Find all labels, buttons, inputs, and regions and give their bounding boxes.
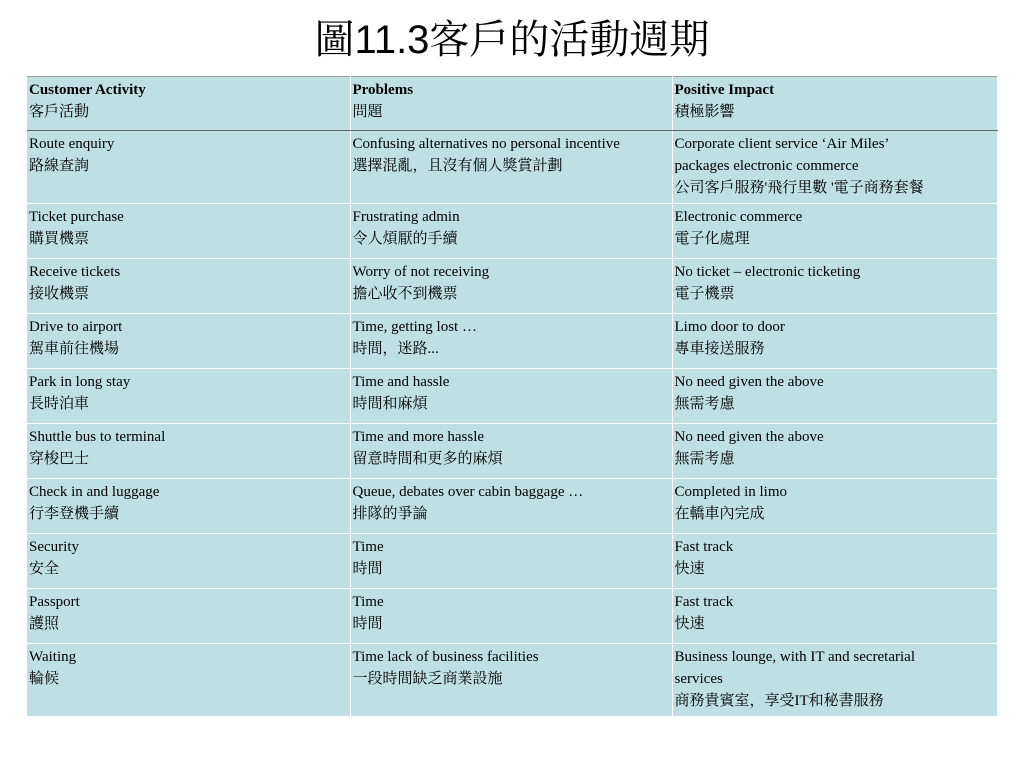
problem-cell bbox=[350, 589, 672, 644]
cell-text-line: Time lack of business facilities bbox=[352, 649, 539, 665]
table-row bbox=[27, 479, 997, 534]
cell-text-line: 路線查詢 bbox=[29, 158, 90, 174]
cell-text-line: 時間 bbox=[352, 616, 383, 632]
impact-cell bbox=[672, 131, 997, 204]
cell-text-line: 護照 bbox=[29, 616, 60, 632]
cell-text-line: Corporate client service ‘Air Miles’ bbox=[674, 136, 890, 152]
cell-text-line: Passport bbox=[29, 594, 80, 610]
cell-text-line: Time bbox=[352, 539, 384, 555]
cell-text-line: Waiting bbox=[29, 649, 77, 665]
problem-cell bbox=[350, 479, 672, 534]
cell-text-line: 時間和麻煩 bbox=[352, 396, 428, 412]
cell-text-line: Completed in limo bbox=[674, 484, 787, 500]
cell-text-line: 排隊的爭論 bbox=[352, 506, 428, 522]
customer-activity-table bbox=[27, 76, 998, 717]
cell-text-line: 快速 bbox=[674, 616, 705, 632]
cell-text-line: No ticket – electronic ticketing bbox=[674, 264, 861, 280]
problem-cell bbox=[350, 369, 672, 424]
table-row bbox=[27, 644, 997, 717]
problem-cell bbox=[350, 314, 672, 369]
cell-text-line: Fast track bbox=[674, 594, 734, 610]
cell-text-line: 穿梭巴士 bbox=[29, 451, 90, 467]
cell-text-line: 一段時間缺乏商業設施 bbox=[352, 671, 503, 687]
table-header-row bbox=[27, 77, 997, 131]
cell-text-line: Check in and luggage bbox=[29, 484, 160, 500]
cell-text-line: Time bbox=[352, 594, 384, 610]
cell-text-line: Receive tickets bbox=[29, 264, 121, 280]
problem-cell bbox=[350, 204, 672, 259]
cell-text-line: services bbox=[674, 671, 723, 687]
cell-text-line: Route enquiry bbox=[29, 136, 115, 152]
activity-cell bbox=[27, 589, 350, 644]
impact-cell bbox=[672, 479, 997, 534]
cell-text-line: 長時泊車 bbox=[29, 396, 90, 412]
impact-cell bbox=[672, 314, 997, 369]
cell-text-line: 電子機票 bbox=[674, 286, 735, 302]
table-row bbox=[27, 259, 997, 314]
cell-text-line: Worry of not receiving bbox=[352, 264, 490, 280]
impact-cell bbox=[672, 204, 997, 259]
activity-cell bbox=[27, 369, 350, 424]
impact-cell bbox=[672, 369, 997, 424]
cell-text-line: 輪候 bbox=[29, 671, 60, 687]
cell-text-line: 無需考慮 bbox=[674, 451, 735, 467]
cell-text-line: Limo door to door bbox=[674, 319, 785, 335]
cell-text-line: packages electronic commerce bbox=[674, 158, 859, 174]
cell-text-line: Shuttle bus to terminal bbox=[29, 429, 166, 445]
header-label-zh: 問題 bbox=[352, 104, 383, 120]
cell-text-line: Time and hassle bbox=[352, 374, 450, 390]
cell-text-line: No need given the above bbox=[674, 429, 824, 445]
header-cell-positive-impact bbox=[672, 77, 997, 131]
problem-cell bbox=[350, 534, 672, 589]
header-label-en: Customer Activity bbox=[29, 82, 146, 98]
activity-cell bbox=[27, 534, 350, 589]
cell-text-line: Frustrating admin bbox=[352, 209, 460, 225]
cell-text-line: 選擇混亂，且沒有個人獎賞計劃 bbox=[352, 158, 563, 174]
table-row bbox=[27, 424, 997, 479]
table-row bbox=[27, 131, 997, 204]
impact-cell bbox=[672, 424, 997, 479]
cell-text-line: Confusing alternatives no personal incentive bbox=[352, 136, 620, 152]
activity-cell bbox=[27, 644, 350, 717]
cell-text-line: 接收機票 bbox=[29, 286, 90, 302]
cell-text-line: 商務貴賓室，享受IT和秘書服務 bbox=[674, 693, 884, 709]
cell-text-line: Queue, debates over cabin baggage … bbox=[352, 484, 584, 500]
cell-text-line: Time, getting lost … bbox=[352, 319, 477, 335]
activity-cell bbox=[27, 314, 350, 369]
cell-text-line: 購買機票 bbox=[29, 231, 90, 247]
problem-cell bbox=[350, 424, 672, 479]
cell-text-line: 專車接送服務 bbox=[674, 341, 765, 357]
header-cell-customer-activity bbox=[27, 77, 350, 131]
cell-text-line: 在轎車內完成 bbox=[674, 506, 765, 522]
cell-text-line: 行李登機手續 bbox=[29, 506, 120, 522]
activity-cell bbox=[27, 424, 350, 479]
header-label-en: Problems bbox=[352, 82, 414, 98]
header-label-zh: 積極影響 bbox=[674, 104, 735, 120]
table-row bbox=[27, 314, 997, 369]
cell-text-line: 時間 bbox=[352, 561, 383, 577]
cell-text-line: Electronic commerce bbox=[674, 209, 803, 225]
problem-cell bbox=[350, 131, 672, 204]
impact-cell bbox=[672, 589, 997, 644]
activity-cell bbox=[27, 131, 350, 204]
problem-cell bbox=[350, 259, 672, 314]
cell-text-line: Security bbox=[29, 539, 79, 555]
header-label-en: Positive Impact bbox=[674, 82, 775, 98]
cell-text-line: 電子化處理 bbox=[674, 231, 750, 247]
impact-cell bbox=[672, 534, 997, 589]
cell-text-line: 令人煩厭的手續 bbox=[352, 231, 458, 247]
cell-text-line: Ticket purchase bbox=[29, 209, 124, 225]
header-label-zh: 客戶活動 bbox=[29, 104, 90, 120]
cell-text-line: 駕車前往機場 bbox=[29, 341, 120, 357]
cell-text-line: 安全 bbox=[29, 561, 60, 577]
cell-text-line: 無需考慮 bbox=[674, 396, 735, 412]
table-row bbox=[27, 369, 997, 424]
cell-text-line: Business lounge, with IT and secretarial bbox=[674, 649, 915, 665]
cell-text-line: Drive to airport bbox=[29, 319, 123, 335]
problem-cell bbox=[350, 644, 672, 717]
cell-text-line: Park in long stay bbox=[29, 374, 131, 390]
impact-cell bbox=[672, 259, 997, 314]
customer-activity-table-container bbox=[27, 76, 997, 717]
table-body bbox=[27, 77, 997, 717]
cell-text-line: No need given the above bbox=[674, 374, 824, 390]
activity-cell bbox=[27, 259, 350, 314]
cell-text-line: 擔心收不到機票 bbox=[352, 286, 458, 302]
activity-cell bbox=[27, 479, 350, 534]
cell-text-line: 留意時間和更多的麻煩 bbox=[352, 451, 503, 467]
impact-cell bbox=[672, 644, 997, 717]
cell-text-line: 時間，迷路... bbox=[352, 341, 439, 357]
table-row bbox=[27, 204, 997, 259]
cell-text-line: 快速 bbox=[674, 561, 705, 577]
table-row bbox=[27, 534, 997, 589]
cell-text-line: 公司客戶服務'飛行里數 '電子商務套餐 bbox=[674, 180, 924, 196]
header-cell-problems bbox=[350, 77, 672, 131]
table-row bbox=[27, 589, 997, 644]
cell-text-line: Fast track bbox=[674, 539, 734, 555]
activity-cell bbox=[27, 204, 350, 259]
cell-text-line: Time and more hassle bbox=[352, 429, 485, 445]
slide-title: 圖11.3客戶的活動週期 bbox=[314, 18, 710, 62]
